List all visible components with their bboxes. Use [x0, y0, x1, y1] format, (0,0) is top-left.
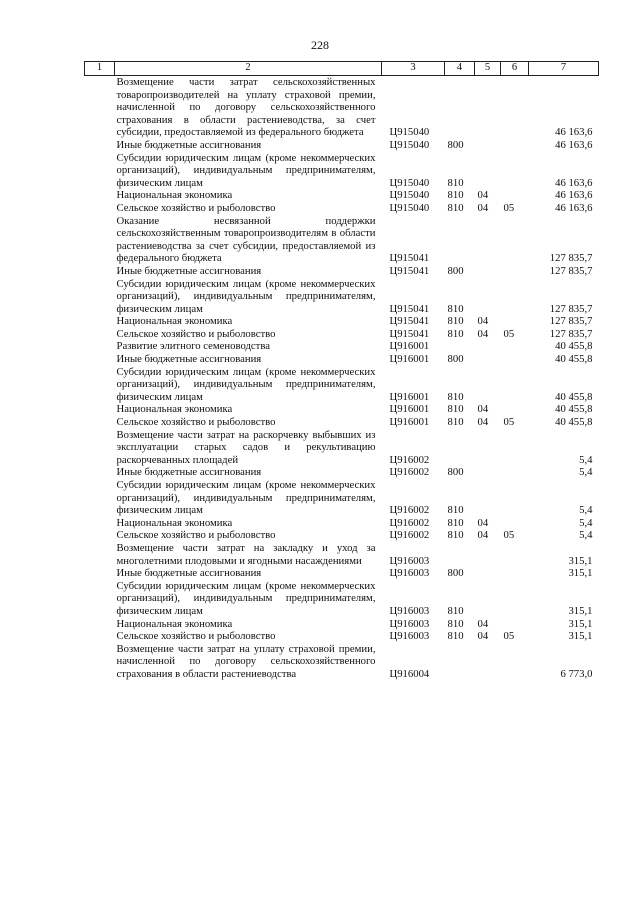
- section-code: 04: [477, 327, 489, 340]
- row-name: Субсидии юридическим лицам (кроме некоммерческих организаций), индивидуальным предпринимателям, физическим лицам: [116, 365, 376, 403]
- row-number-cell: [85, 618, 115, 631]
- target-article-code: Ц916003: [389, 617, 430, 630]
- subsection-code: 05: [503, 529, 515, 542]
- section-code: 04: [477, 189, 489, 202]
- amount: 5,4: [579, 516, 593, 529]
- expense-type-code: [445, 542, 475, 567]
- target-article-code: Ц915041: [389, 252, 430, 265]
- target-article-code: Ц916003: [389, 604, 430, 617]
- section-code: [475, 340, 501, 353]
- amount: 40 455,8: [555, 340, 593, 353]
- row-name: Сельское хозяйство и рыболовство: [116, 201, 276, 214]
- target-article-code: Ц916001: [389, 353, 430, 366]
- target-article-code: Ц916001: [389, 416, 430, 429]
- table-row: [85, 328, 599, 341]
- table-row: [85, 479, 599, 517]
- amount: 5,4: [579, 453, 593, 466]
- row-name: Субсидии юридическим лицам (кроме некоммерческих организаций), индивидуальным предпринимателям, физическим лицам: [116, 277, 376, 315]
- target-article-code: Ц915041: [389, 302, 430, 315]
- target-article-code: Ц916002: [389, 529, 430, 542]
- subsection-code: [501, 429, 529, 467]
- row-name: Сельское хозяйство и рыболовство: [116, 327, 276, 340]
- target-article-code: Ц916002: [389, 453, 430, 466]
- row-number-cell: [85, 189, 115, 202]
- row-number-cell: [85, 215, 115, 265]
- amount: 46 163,6: [555, 176, 593, 189]
- table-row: [85, 429, 599, 467]
- row-name: Оказание несвязанной поддержки сельскохозяйственным товаропроизводителям в области растениеводства за счет субсидии, предоставляемой из федерального бюджета: [116, 214, 376, 265]
- column-header: 2: [115, 62, 382, 76]
- row-name: Национальная экономика: [116, 617, 233, 630]
- section-code: [475, 479, 501, 517]
- section-code: 04: [477, 315, 489, 328]
- subsection-code: [501, 215, 529, 265]
- row-number-cell: [85, 315, 115, 328]
- amount: 40 455,8: [555, 390, 593, 403]
- section-code: 04: [477, 617, 489, 630]
- table-row: [85, 618, 599, 631]
- table-row: [85, 353, 599, 366]
- target-article-code: Ц916003: [389, 630, 430, 643]
- section-code: [475, 265, 501, 278]
- subsection-code: [501, 479, 529, 517]
- budget-table: [84, 61, 599, 681]
- row-name: Возмещение части затрат сельскохозяйственных товаропроизводителей на уплату страховой премии, начисленной по договору сельскохозяйственного страхования в области растениеводства, за счет субсидии, предоставляемой из федерального бюджета: [116, 76, 376, 139]
- target-article-code: Ц916002: [389, 504, 430, 517]
- expense-type-code: [445, 215, 475, 265]
- expense-type-code: 810: [447, 302, 464, 315]
- subsection-code: [501, 278, 529, 316]
- row-number-cell: [85, 466, 115, 479]
- table-row: [85, 529, 599, 542]
- expense-type-code: 810: [447, 516, 464, 529]
- target-article-code: Ц915040: [389, 189, 430, 202]
- row-number-cell: [85, 278, 115, 316]
- expense-type-code: 800: [447, 353, 464, 366]
- row-name: Национальная экономика: [116, 315, 233, 328]
- table-row: [85, 215, 599, 265]
- page-number: 228: [311, 38, 329, 52]
- row-number-cell: [85, 328, 115, 341]
- expense-type-code: 810: [447, 327, 464, 340]
- row-number-cell: [85, 643, 115, 681]
- row-number-cell: [85, 567, 115, 580]
- target-article-code: Ц915041: [389, 327, 430, 340]
- amount: 315,1: [568, 604, 593, 617]
- target-article-code: Ц915041: [389, 315, 430, 328]
- row-name: Субсидии юридическим лицам (кроме некоммерческих организаций), индивидуальным предпринимателям, физическим лицам: [116, 479, 376, 517]
- row-number-cell: [85, 366, 115, 404]
- section-code: 04: [477, 416, 489, 429]
- expense-type-code: 810: [447, 617, 464, 630]
- section-code: [475, 152, 501, 190]
- row-name: Иные бюджетные ассигнования: [116, 264, 262, 277]
- subsection-code: [501, 265, 529, 278]
- section-code: [475, 429, 501, 467]
- table-row: [85, 76, 599, 139]
- row-name: Возмещение части затрат на раскорчевку выбывших из эксплуатации старых садов и рекультивацию раскорчеванных площадей: [116, 428, 376, 466]
- row-number-cell: [85, 429, 115, 467]
- subsection-code: [501, 340, 529, 353]
- section-code: 04: [477, 201, 489, 214]
- expense-type-code: 810: [447, 416, 464, 429]
- amount: 40 455,8: [555, 416, 593, 429]
- amount: 5,4: [579, 504, 593, 517]
- column-header: 7: [529, 62, 599, 76]
- expense-type-code: [445, 429, 475, 467]
- row-name: Субсидии юридическим лицам (кроме некоммерческих организаций), индивидуальным предпринимателям, физическим лицам: [116, 151, 376, 189]
- expense-type-code: 810: [447, 390, 464, 403]
- amount: 5,4: [579, 466, 593, 479]
- subsection-code: 05: [503, 416, 515, 429]
- row-name: Развитие элитного семеноводства: [116, 340, 270, 353]
- row-name: Иные бюджетные ассигнования: [116, 138, 262, 151]
- subsection-code: [501, 542, 529, 567]
- row-number-cell: [85, 76, 115, 139]
- section-code: [475, 353, 501, 366]
- expense-type-code: 810: [447, 176, 464, 189]
- table-row: [85, 189, 599, 202]
- amount: 40 455,8: [555, 353, 593, 366]
- amount: 5,4: [579, 529, 593, 542]
- table-row: [85, 278, 599, 316]
- expense-type-code: 800: [447, 138, 464, 151]
- target-article-code: Ц915040: [389, 126, 430, 139]
- subsection-code: [501, 315, 529, 328]
- row-number-cell: [85, 202, 115, 215]
- row-name: Национальная экономика: [116, 403, 233, 416]
- table-header: [85, 62, 599, 76]
- section-code: 04: [477, 630, 489, 643]
- expense-type-code: 810: [447, 201, 464, 214]
- expense-type-code: 810: [447, 630, 464, 643]
- section-code: [475, 567, 501, 580]
- amount: 127 835,7: [549, 327, 593, 340]
- target-article-code: Ц915040: [389, 201, 430, 214]
- amount: 315,1: [568, 630, 593, 643]
- target-article-code: Ц916003: [389, 554, 430, 567]
- subsection-code: 05: [503, 327, 515, 340]
- section-code: [475, 466, 501, 479]
- amount: 127 835,7: [549, 252, 593, 265]
- table-row: [85, 567, 599, 580]
- section-code: 04: [477, 516, 489, 529]
- amount: 46 163,6: [555, 189, 593, 202]
- table-row: [85, 340, 599, 353]
- expense-type-code: 810: [447, 529, 464, 542]
- target-article-code: Ц915040: [389, 176, 430, 189]
- table-row: [85, 139, 599, 152]
- amount: 127 835,7: [549, 264, 593, 277]
- section-code: [475, 215, 501, 265]
- section-code: [475, 580, 501, 618]
- target-article-code: Ц916001: [389, 390, 430, 403]
- row-number-cell: [85, 517, 115, 530]
- table-body: [85, 76, 599, 681]
- row-name: Сельское хозяйство и рыболовство: [116, 630, 276, 643]
- expense-type-code: [445, 643, 475, 681]
- table-row: [85, 265, 599, 278]
- row-name: Национальная экономика: [116, 516, 233, 529]
- table-row: [85, 580, 599, 618]
- amount: 46 163,6: [555, 201, 593, 214]
- row-name: Национальная экономика: [116, 189, 233, 202]
- subsection-code: [501, 517, 529, 530]
- row-number-cell: [85, 340, 115, 353]
- row-number-cell: [85, 416, 115, 429]
- row-number-cell: [85, 353, 115, 366]
- row-number-cell: [85, 479, 115, 517]
- target-article-code: Ц915041: [389, 264, 430, 277]
- section-code: 04: [477, 403, 489, 416]
- row-number-cell: [85, 542, 115, 567]
- table-row: [85, 202, 599, 215]
- expense-type-code: [445, 340, 475, 353]
- subsection-code: [501, 139, 529, 152]
- section-code: 04: [477, 529, 489, 542]
- subsection-code: [501, 643, 529, 681]
- expense-type-code: 800: [447, 567, 464, 580]
- row-name: Сельское хозяйство и рыболовство: [116, 529, 276, 542]
- table-row: [85, 517, 599, 530]
- row-number-cell: [85, 630, 115, 643]
- table-row: [85, 403, 599, 416]
- section-code: [475, 76, 501, 139]
- expense-type-code: 810: [447, 604, 464, 617]
- amount: 46 163,6: [555, 138, 593, 151]
- row-number-cell: [85, 580, 115, 618]
- subsection-code: 05: [503, 630, 515, 643]
- row-number-cell: [85, 403, 115, 416]
- row-number-cell: [85, 152, 115, 190]
- table-row: [85, 315, 599, 328]
- table-row: [85, 643, 599, 681]
- row-name: Сельское хозяйство и рыболовство: [116, 416, 276, 429]
- table-row: [85, 416, 599, 429]
- table-row: [85, 366, 599, 404]
- table-row: [85, 630, 599, 643]
- row-name: Возмещение части затрат на закладку и уход за многолетними плодовыми и ягодными насаждениями: [116, 541, 376, 567]
- amount: 127 835,7: [549, 302, 593, 315]
- expense-type-code: 800: [447, 264, 464, 277]
- table-row: [85, 152, 599, 190]
- table-row: [85, 542, 599, 567]
- column-header: 6: [501, 62, 529, 76]
- amount: 6 773,0: [560, 667, 593, 680]
- row-name: Иные бюджетные ассигнования: [116, 466, 262, 479]
- row-name: Иные бюджетные ассигнования: [116, 353, 262, 366]
- subsection-code: 05: [503, 201, 515, 214]
- subsection-code: [501, 618, 529, 631]
- table-row: [85, 466, 599, 479]
- subsection-code: [501, 466, 529, 479]
- target-article-code: Ц916001: [389, 340, 430, 353]
- expense-type-code: 810: [447, 315, 464, 328]
- row-name: Иные бюджетные ассигнования: [116, 567, 262, 580]
- row-name: Возмещение части затрат на уплату страховой премии, начисленной по договору сельскохозяйственного страхования в области растениеводства: [116, 642, 376, 680]
- amount: 315,1: [568, 567, 593, 580]
- amount: 46 163,6: [555, 126, 593, 139]
- subsection-code: [501, 567, 529, 580]
- expense-type-code: 800: [447, 466, 464, 479]
- subsection-code: [501, 580, 529, 618]
- row-number-cell: [85, 139, 115, 152]
- section-code: [475, 542, 501, 567]
- expense-type-code: [445, 76, 475, 139]
- amount: 315,1: [568, 554, 593, 567]
- target-article-code: Ц915040: [389, 138, 430, 151]
- column-header: 4: [445, 62, 475, 76]
- column-header: 3: [382, 62, 445, 76]
- subsection-code: [501, 366, 529, 404]
- amount: 315,1: [568, 617, 593, 630]
- row-name: Субсидии юридическим лицам (кроме некоммерческих организаций), индивидуальным предпринимателям, физическим лицам: [116, 579, 376, 617]
- target-article-code: Ц916002: [389, 466, 430, 479]
- row-number-cell: [85, 529, 115, 542]
- subsection-code: [501, 353, 529, 366]
- subsection-code: [501, 152, 529, 190]
- subsection-code: [501, 403, 529, 416]
- section-code: [475, 366, 501, 404]
- row-number-cell: [85, 265, 115, 278]
- column-header: 1: [85, 62, 115, 76]
- section-code: [475, 643, 501, 681]
- expense-type-code: 810: [447, 504, 464, 517]
- section-code: [475, 278, 501, 316]
- amount: 40 455,8: [555, 403, 593, 416]
- column-header: 5: [475, 62, 501, 76]
- subsection-code: [501, 189, 529, 202]
- target-article-code: Ц916004: [389, 667, 430, 680]
- expense-type-code: 810: [447, 189, 464, 202]
- target-article-code: Ц916003: [389, 567, 430, 580]
- target-article-code: Ц916002: [389, 516, 430, 529]
- subsection-code: [501, 76, 529, 139]
- section-code: [475, 139, 501, 152]
- amount: 127 835,7: [549, 315, 593, 328]
- header-row: [85, 62, 599, 76]
- expense-type-code: 810: [447, 403, 464, 416]
- target-article-code: Ц916001: [389, 403, 430, 416]
